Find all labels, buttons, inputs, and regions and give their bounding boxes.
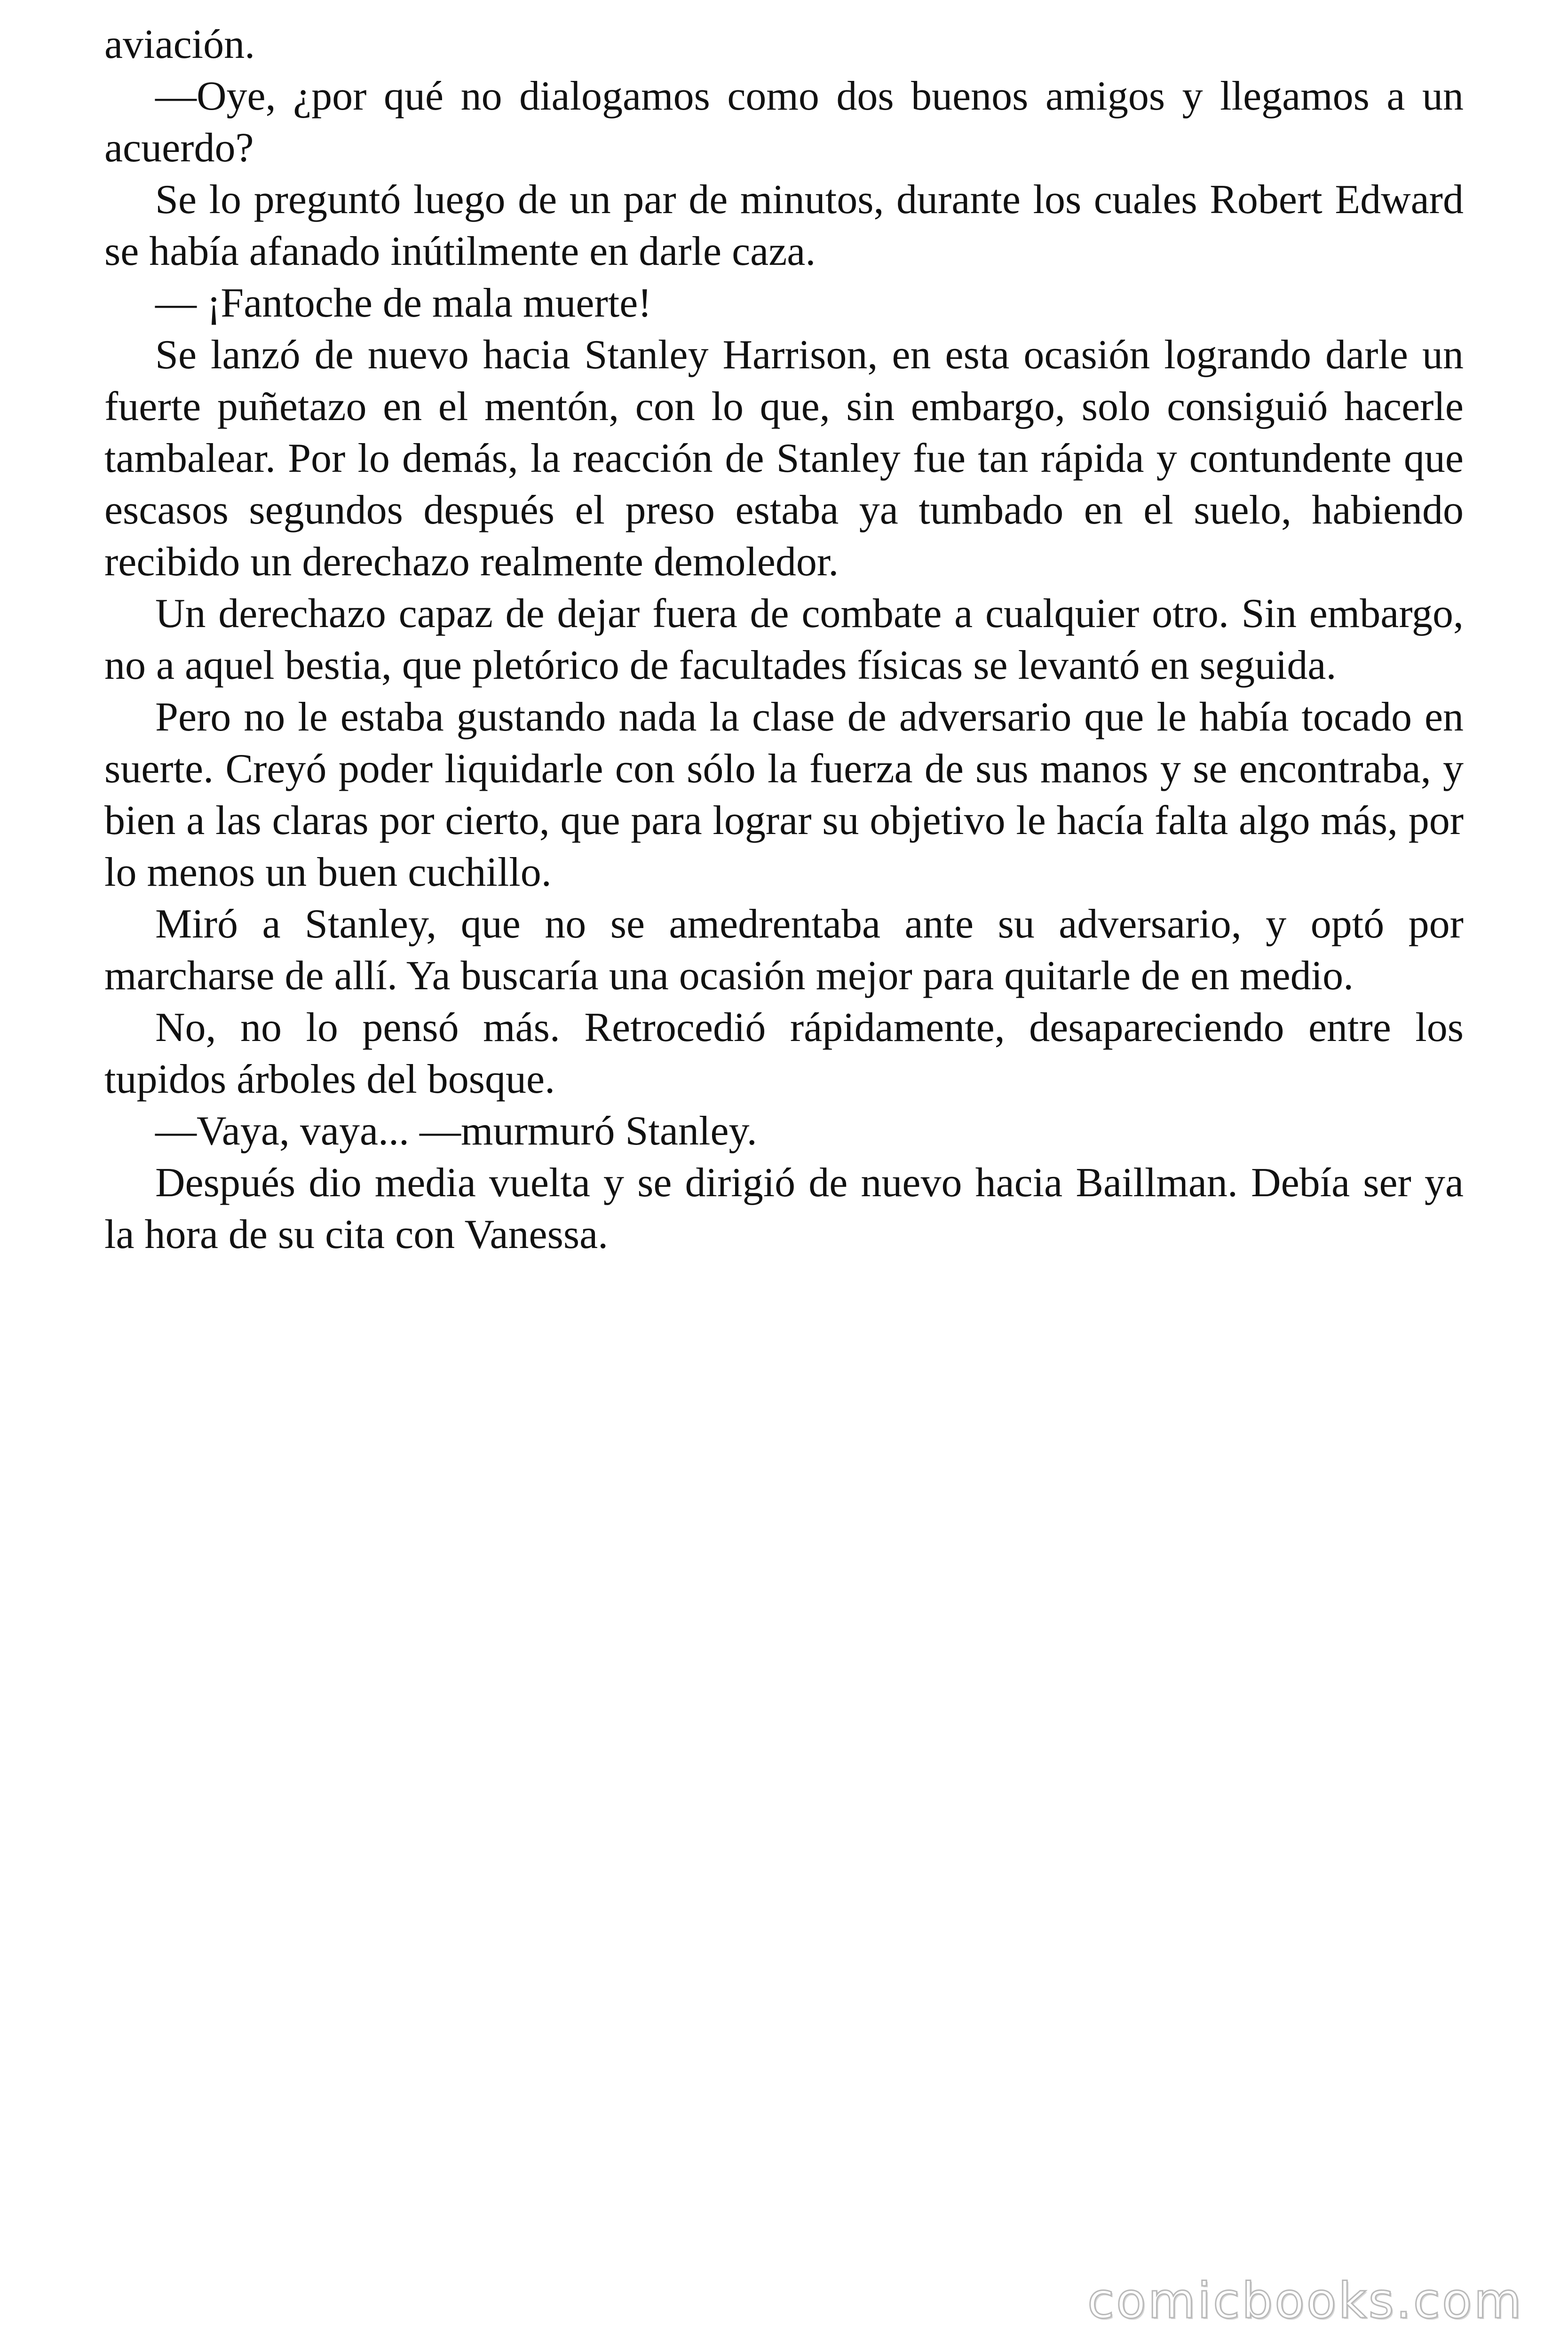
paragraph-9: No, no lo pensó más. Retrocedió rápidamente, desapareciendo entre los tupidos árboles del bosque. [104,1005,1464,1102]
paragraph-7: Pero no le estaba gustando nada la clase de adversario que le había tocado en suerte. Creyó poder liquidarle con sólo la fuerza de sus manos y se encontraba, y bien a las claras por cierto, que para lograr su objetivo le hacía falta algo más, por lo menos un buen cuchillo. [104,694,1464,895]
paragraph-4: — ¡Fantoche de mala muerte! [155,280,652,326]
watermark-logo: comicbooks.com [1087,2272,1523,2329]
paragraph-1: aviación. [104,22,255,67]
paragraph-6: Un derechazo capaz de dejar fuera de combate a cualquier otro. Sin embargo, no a aquel bestia, que pletórico de facultades físicas se levantó en seguida. [104,591,1464,688]
paragraph-5: Se lanzó de nuevo hacia Stanley Harrison, en esta ocasión logrando darle un fuerte puñetazo en el mentón, con lo que, sin embargo, solo consiguió hacerle tambalear. Por lo demás, la reacción de Stanley fue tan rápida y contundente que escasos segundos después el preso estaba ya tumbado en el suelo, habiendo recibido un derechazo realmente demoledor. [104,332,1464,585]
page-body-text [104,19,1464,1261]
paragraph-8: Miró a Stanley, que no se amedrentaba ante su adversario, y optó por marcharse de allí. Ya buscaría una ocasión mejor para quitarle de en medio. [104,901,1464,999]
paragraph-2: —Oye, ¿por qué no dialogamos como dos buenos amigos y llegamos a un acuerdo? [104,73,1464,171]
paragraph-11: Después dio media vuelta y se dirigió de nuevo hacia Baillman. Debía ser ya la hora de su cita con Vanessa. [104,1160,1464,1257]
paragraph-10: —Vaya, vaya... —murmuró Stanley. [155,1108,757,1154]
paragraph-3: Se lo preguntó luego de un par de minutos, durante los cuales Robert Edward se había afanado inútilmente en darle caza. [104,177,1464,274]
